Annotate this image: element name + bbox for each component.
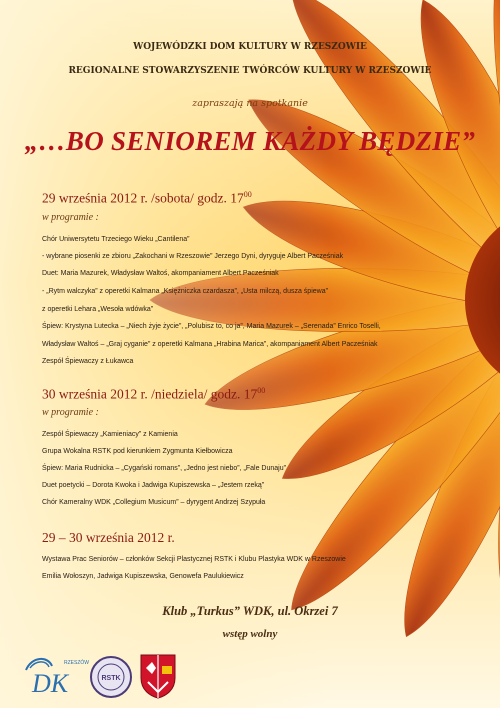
day1-line: Władysław Waltoś – „Graj cyganie” z operetki Kalmana „Hrabina Marica”, akompaniament Albert Pacześniak	[42, 341, 378, 348]
rstk-logo-text: RSTK	[101, 675, 121, 682]
venue-address: Klub „Turkus” WDK, ul. Okrzei 7	[162, 604, 338, 618]
day2-program-label: w programie :	[42, 407, 99, 418]
day1-program-label: w programie :	[42, 212, 99, 223]
day3-date: 29 – 30 września 2012 r.	[42, 530, 175, 545]
wdk-logo-letters: DK	[32, 669, 69, 698]
day2-line: Zespół Śpiewaczy „Kamieniacy” z Kamienia	[42, 431, 178, 438]
organizer-rstk: REGIONALNE STOWARZYSZENIE TWÓRCÓW KULTURY W RZESZOWIE	[68, 66, 432, 76]
coat-of-arms-icon	[138, 652, 178, 700]
day2-date: 30 września 2012 r. /niedziela/ godz. $17^{00}$	[42, 386, 266, 402]
day1-line: - „Rytm walczyka” z operetki Kalmana „Księżniczka czardasza”, „Usta milczą, dusza śpiewa”	[42, 288, 328, 295]
day1-line: Chór Uniwersytetu Trzeciego Wieku „Cantilena”	[42, 236, 190, 243]
day2-line: Śpiew: Maria Rudnicka – „Cygański romans”, „Jedno jest niebo”, „Fale Dunaju”	[42, 465, 286, 472]
event-title: „…BO SENIOREM KAŻDY BĘDZIE”	[24, 126, 476, 156]
wdk-logo	[18, 652, 89, 702]
day2-line: Duet poetycki – Dorota Kwoka i Jadwiga Kupiszewska – „Jestem rzeką”	[42, 482, 265, 489]
day3-line: Wystawa Prac Seniorów – członków Sekcji Plastycznej RSTK i Klubu Plastyka WDK w Rzeszowie	[42, 556, 346, 563]
day1-date: 29 września 2012 r. /sobota/ godz. $17^{00}$	[42, 190, 252, 206]
day2-line: Grupa Wokalna RSTK pod kierunkiem Zygmunta Kiełbowicza	[42, 448, 233, 455]
day1-line: - wybrane piosenki ze zbioru „Zakochani w Rzeszowie” Jerzego Dyni, dyryguje Albert Pacześniak	[42, 253, 344, 260]
day1-line: z operetki Lehara „Wesoła wdówka”	[42, 306, 154, 313]
rstk-logo	[88, 654, 134, 700]
day1-line: Zespół Śpiewaczy z Łukawca	[42, 358, 134, 365]
day1-line: Śpiew: Krystyna Lutecka – „Niech żyje życie”, „Polubisz to, co ja”, Maria Mazurek – „Serenada” Enrico Toselli,	[42, 323, 381, 330]
free-entry-note: wstęp wolny	[222, 628, 278, 640]
invitation-text: zapraszają na spotkanie	[192, 98, 308, 109]
day3-line: Emilia Wołoszyn, Jadwiga Kupiszewska, Genowefa Paulukiewicz	[42, 573, 244, 580]
organizer-wdk: WOJEWÓDZKI DOM KULTURY W RZESZOWIE	[133, 42, 367, 52]
day2-line: Chór Kameralny WDK „Collegium Musicum” – dyrygent Andrzej Szypuła	[42, 499, 266, 506]
wdk-logo-subtext: RZESZÓW	[64, 660, 89, 666]
day1-line: Duet: Maria Mazurek, Władysław Waltoś, akompaniament Albert Pacześniak	[42, 270, 279, 277]
